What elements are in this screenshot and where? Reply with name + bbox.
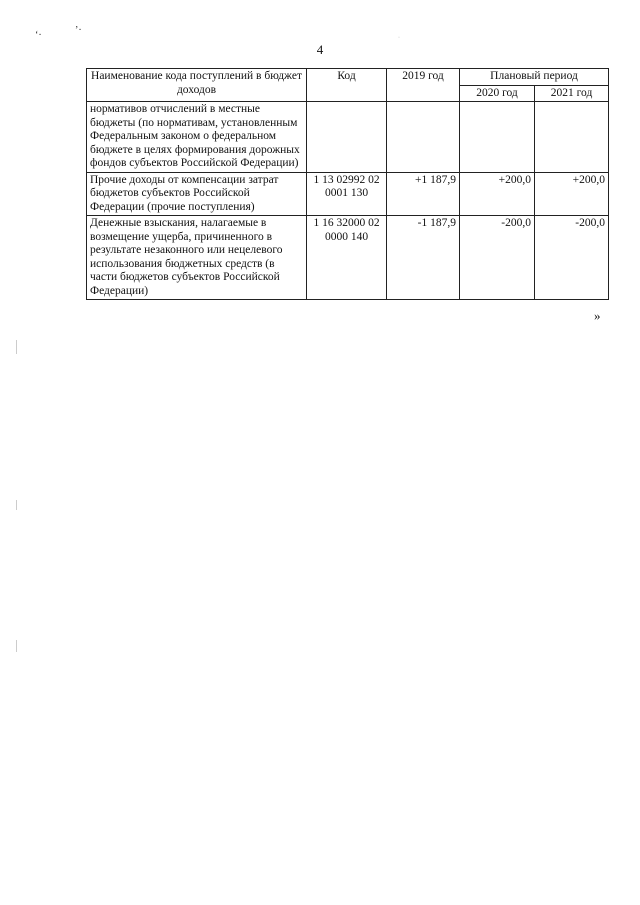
cell-2021: -200,0 [535,216,609,300]
table-row [87,102,609,173]
cell-2019: +1 187,9 [387,172,460,216]
cell-2020: -200,0 [460,216,535,300]
header-year-2021: 2021 год [535,85,609,102]
cell-2020: +200,0 [460,172,535,216]
budget-revenue-table [86,68,609,300]
cell-2021: +200,0 [535,172,609,216]
scan-speck: ‘· [35,30,42,41]
scan-speck: ’· [75,25,82,36]
scan-edge-mark [16,340,17,354]
cell-2021 [535,102,609,173]
scan-edge-mark [16,640,17,652]
page-number: 4 [316,42,324,57]
cell-2019: -1 187,9 [387,216,460,300]
cell-2020 [460,102,535,173]
cell-revenue-name: нормативов отчислений в местные бюджеты (по нормативам, установленным Федеральным законом о федеральном бюджете в целях формирования дорожных фондов субъектов Российской Федерации) [87,102,307,173]
cell-revenue-name: Прочие доходы от компенсации затрат бюджетов субъектов Российской Федерации (прочие поступления) [87,172,307,216]
cell-revenue-name: Денежные взыскания, налагаемые в возмещение ущерба, причиненного в результате незаконного или нецелевого использования бюджетных средств (в части бюджетов субъектов Российской Федерации) [87,216,307,300]
cell-code [307,102,387,173]
scan-edge-mark [16,500,17,510]
table-row [87,172,609,216]
cell-code: 1 16 32000 02 0000 140 [307,216,387,300]
header-year-2019: 2019 год [387,69,460,102]
closing-quote: » [594,308,601,323]
header-code: Код [307,69,387,102]
header-planned-period: Плановый период [460,69,609,86]
scan-speck: · [398,35,400,41]
header-revenue-name: Наименование кода поступлений в бюджет доходов [87,69,307,102]
table-header-row [87,69,609,86]
cell-2019 [387,102,460,173]
table-row [87,216,609,300]
header-year-2020: 2020 год [460,85,535,102]
cell-code: 1 13 02992 02 0001 130 [307,172,387,216]
